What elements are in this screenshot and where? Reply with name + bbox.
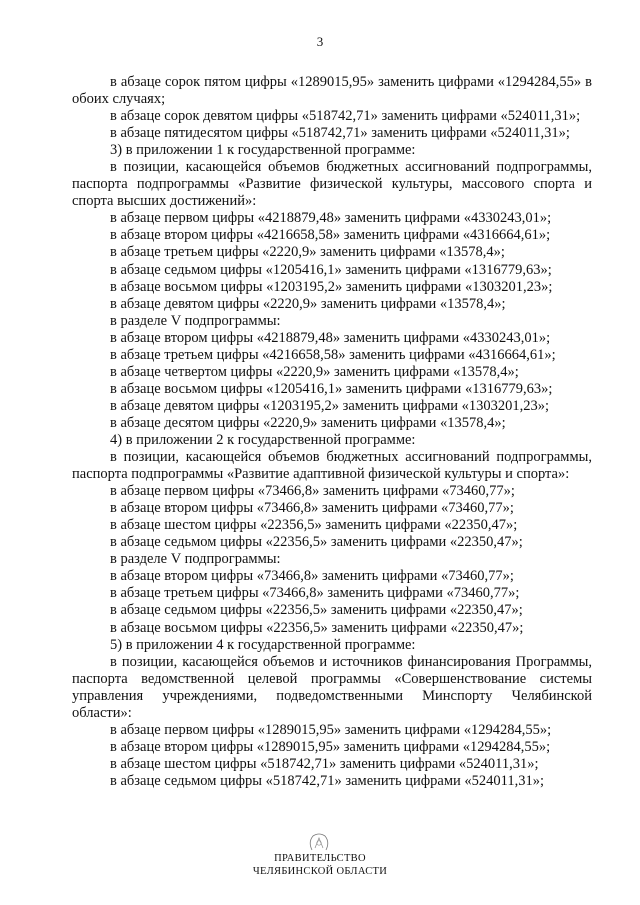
paragraph: в абзаце третьем цифры «2220,9» заменить цифрами «13578,4»;: [110, 244, 505, 261]
paragraph: 3) в приложении 1 к государственной программе:: [110, 142, 416, 159]
paragraph: в абзаце восьмом цифры «1203195,2» заменить цифрами «1303201,23»;: [110, 278, 553, 295]
paragraph: в абзаце первом цифры «1289015,95» заменить цифрами «1294284,55»;: [110, 721, 552, 738]
coat-of-arms-emblem: [302, 832, 336, 852]
paragraph: в абзаце девятом цифры «1203195,2» заменить цифрами «1303201,23»;: [110, 397, 550, 414]
paragraph: в абзаце восьмом цифры «22356,5» заменить цифрами «22350,47»;: [110, 619, 524, 636]
paragraph: в абзаце сорок пятом цифры «1289015,95» заменить цифрами «1294284,55» в обоих случаях;: [72, 74, 592, 108]
paragraph: в абзаце втором цифры «4216658,58» заменить цифрами «4316664,61»;: [110, 227, 551, 244]
paragraph: в абзаце десятом цифры «2220,9» заменить цифрами «13578,4»;: [110, 414, 506, 431]
paragraph: в абзаце шестом цифры «22356,5» заменить цифрами «22350,47»;: [110, 517, 518, 534]
footer-issuer: [0, 852, 640, 878]
paragraph: в позиции, касающейся объемов бюджетных ассигнований подпрограммы, паспорта подпрограммы «Развитие физической культуры, массового спорта и спорта высших достижений»:: [72, 159, 592, 210]
document-body: [72, 74, 592, 790]
paragraph: в абзаце втором цифры «73466,8» заменить цифрами «73460,77»;: [110, 500, 514, 517]
paragraph: в абзаце втором цифры «1289015,95» заменить цифрами «1294284,55»;: [110, 738, 551, 755]
paragraph: в абзаце седьмом цифры «518742,71» заменить цифрами «524011,31»;: [110, 772, 544, 789]
paragraph: в абзаце втором цифры «4218879,48» заменить цифрами «4330243,01»;: [110, 329, 551, 346]
paragraph: в абзаце сорок девятом цифры «518742,71» заменить цифрами «524011,31»;: [110, 108, 581, 125]
paragraph: 5) в приложении 4 к государственной программе:: [110, 636, 416, 653]
paragraph: в абзаце первом цифры «73466,8» заменить цифрами «73460,77»;: [110, 483, 515, 500]
paragraph: в абзаце седьмом цифры «22356,5» заменить цифрами «22350,47»;: [110, 602, 523, 619]
paragraph: в абзаце третьем цифры «73466,8» заменить цифрами «73460,77»;: [110, 585, 520, 602]
footer-line: ПРАВИТЕЛЬСТВО: [274, 853, 366, 864]
paragraph: в позиции, касающейся объемов бюджетных ассигнований подпрограммы, паспорта подпрограммы «Развитие адаптивной физической культуры и спорта»:: [72, 449, 592, 483]
page-number: 3: [316, 34, 324, 49]
footer-line: ЧЕЛЯБИНСКОЙ ОБЛАСТИ: [252, 866, 388, 877]
paragraph: в абзаце восьмом цифры «1205416,1» заменить цифрами «1316779,63»;: [110, 380, 553, 397]
paragraph: в абзаце седьмом цифры «1205416,1» заменить цифрами «1316779,63»;: [110, 261, 552, 278]
paragraph: в разделе V подпрограммы:: [110, 551, 281, 568]
paragraph: 4) в приложении 2 к государственной программе:: [110, 431, 416, 448]
paragraph: в абзаце седьмом цифры «22356,5» заменить цифрами «22350,47»;: [110, 534, 523, 551]
paragraph: в абзаце втором цифры «73466,8» заменить цифрами «73460,77»;: [110, 568, 514, 585]
paragraph: в абзаце первом цифры «4218879,48» заменить цифрами «4330243,01»;: [110, 210, 552, 227]
paragraph: в разделе V подпрограммы:: [110, 312, 281, 329]
paragraph: в позиции, касающейся объемов и источников финансирования Программы, паспорта ведомственной целевой программы «Совершенствование системы управления учреждениями, подведомственными Минспорту Челябинской области»:: [72, 653, 592, 721]
paragraph: в абзаце пятидесятом цифры «518742,71» заменить цифрами «524011,31»;: [110, 125, 570, 142]
paragraph: в абзаце девятом цифры «2220,9» заменить цифрами «13578,4»;: [110, 295, 506, 312]
paragraph: в абзаце третьем цифры «4216658,58» заменить цифрами «4316664,61»;: [110, 346, 556, 363]
paragraph: в абзаце шестом цифры «518742,71» заменить цифрами «524011,31»;: [110, 755, 539, 772]
paragraph: в абзаце четвертом цифры «2220,9» заменить цифрами «13578,4»;: [110, 363, 519, 380]
